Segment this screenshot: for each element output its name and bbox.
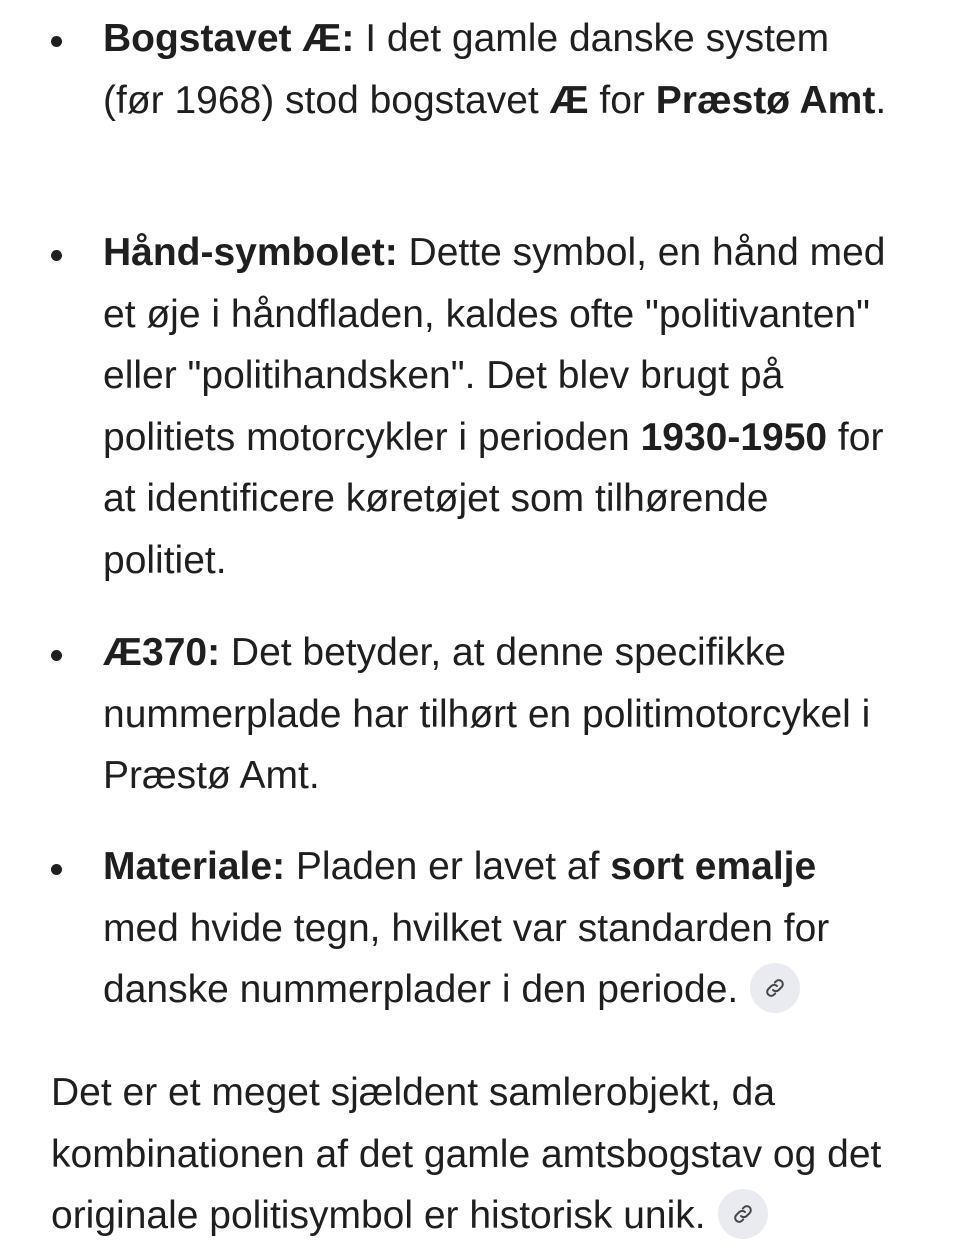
summary-paragraph bbox=[0, 1062, 960, 1247]
item-bold: Æ bbox=[549, 78, 589, 122]
paragraph-text: Det er et meget sjældent samlerobjekt, da kombinationen af det gamle amtsbogstav og det originale politisymbol er historisk unik. bbox=[51, 1071, 882, 1237]
bullet-dot bbox=[51, 864, 62, 875]
item-label: Bogstavet Æ: bbox=[103, 17, 355, 60]
bullet-dot bbox=[51, 250, 62, 261]
list-item-ae370 bbox=[0, 622, 960, 807]
item-text: Det betyder, at denne specifikke nummerplade har tilhørt en politimotorcykel i Præstø Amt. bbox=[103, 631, 871, 797]
item-text: med hvide tegn, hvilket var standarden for danske nummerplader i den periode. bbox=[103, 906, 830, 1011]
item-bold: sort emalje bbox=[610, 845, 817, 888]
link-icon[interactable] bbox=[718, 1189, 768, 1239]
item-text: . bbox=[875, 78, 887, 122]
item-label: Æ370: bbox=[103, 631, 221, 674]
item-text: I det gamle danske system (før 1968) stod bogstavet bbox=[103, 17, 830, 122]
list-item-materiale bbox=[0, 836, 960, 1021]
bullet-dot bbox=[51, 650, 62, 661]
item-label: Materiale: bbox=[103, 845, 286, 888]
item-bold: 1930-1950 bbox=[640, 415, 828, 459]
item-label: Hånd-symbolet: bbox=[103, 231, 398, 274]
item-bold: Præstø Amt bbox=[655, 78, 876, 122]
item-text: for bbox=[588, 78, 656, 122]
link-icon[interactable] bbox=[750, 963, 800, 1013]
item-text: Pladen er lavet af bbox=[285, 845, 611, 888]
item-text: for at identificere køretøjet som tilhørende politiet. bbox=[103, 415, 884, 582]
list-item-bogstavet bbox=[0, 8, 960, 131]
bullet-dot bbox=[51, 36, 62, 47]
item-text: Dette symbol, en hånd med et øje i håndfladen, kaldes ofte "politivanten" eller "politihandsken". Det blev brugt på politiets motorcykler i perioden bbox=[103, 231, 886, 459]
list-item-haand-symbolet bbox=[0, 222, 960, 591]
